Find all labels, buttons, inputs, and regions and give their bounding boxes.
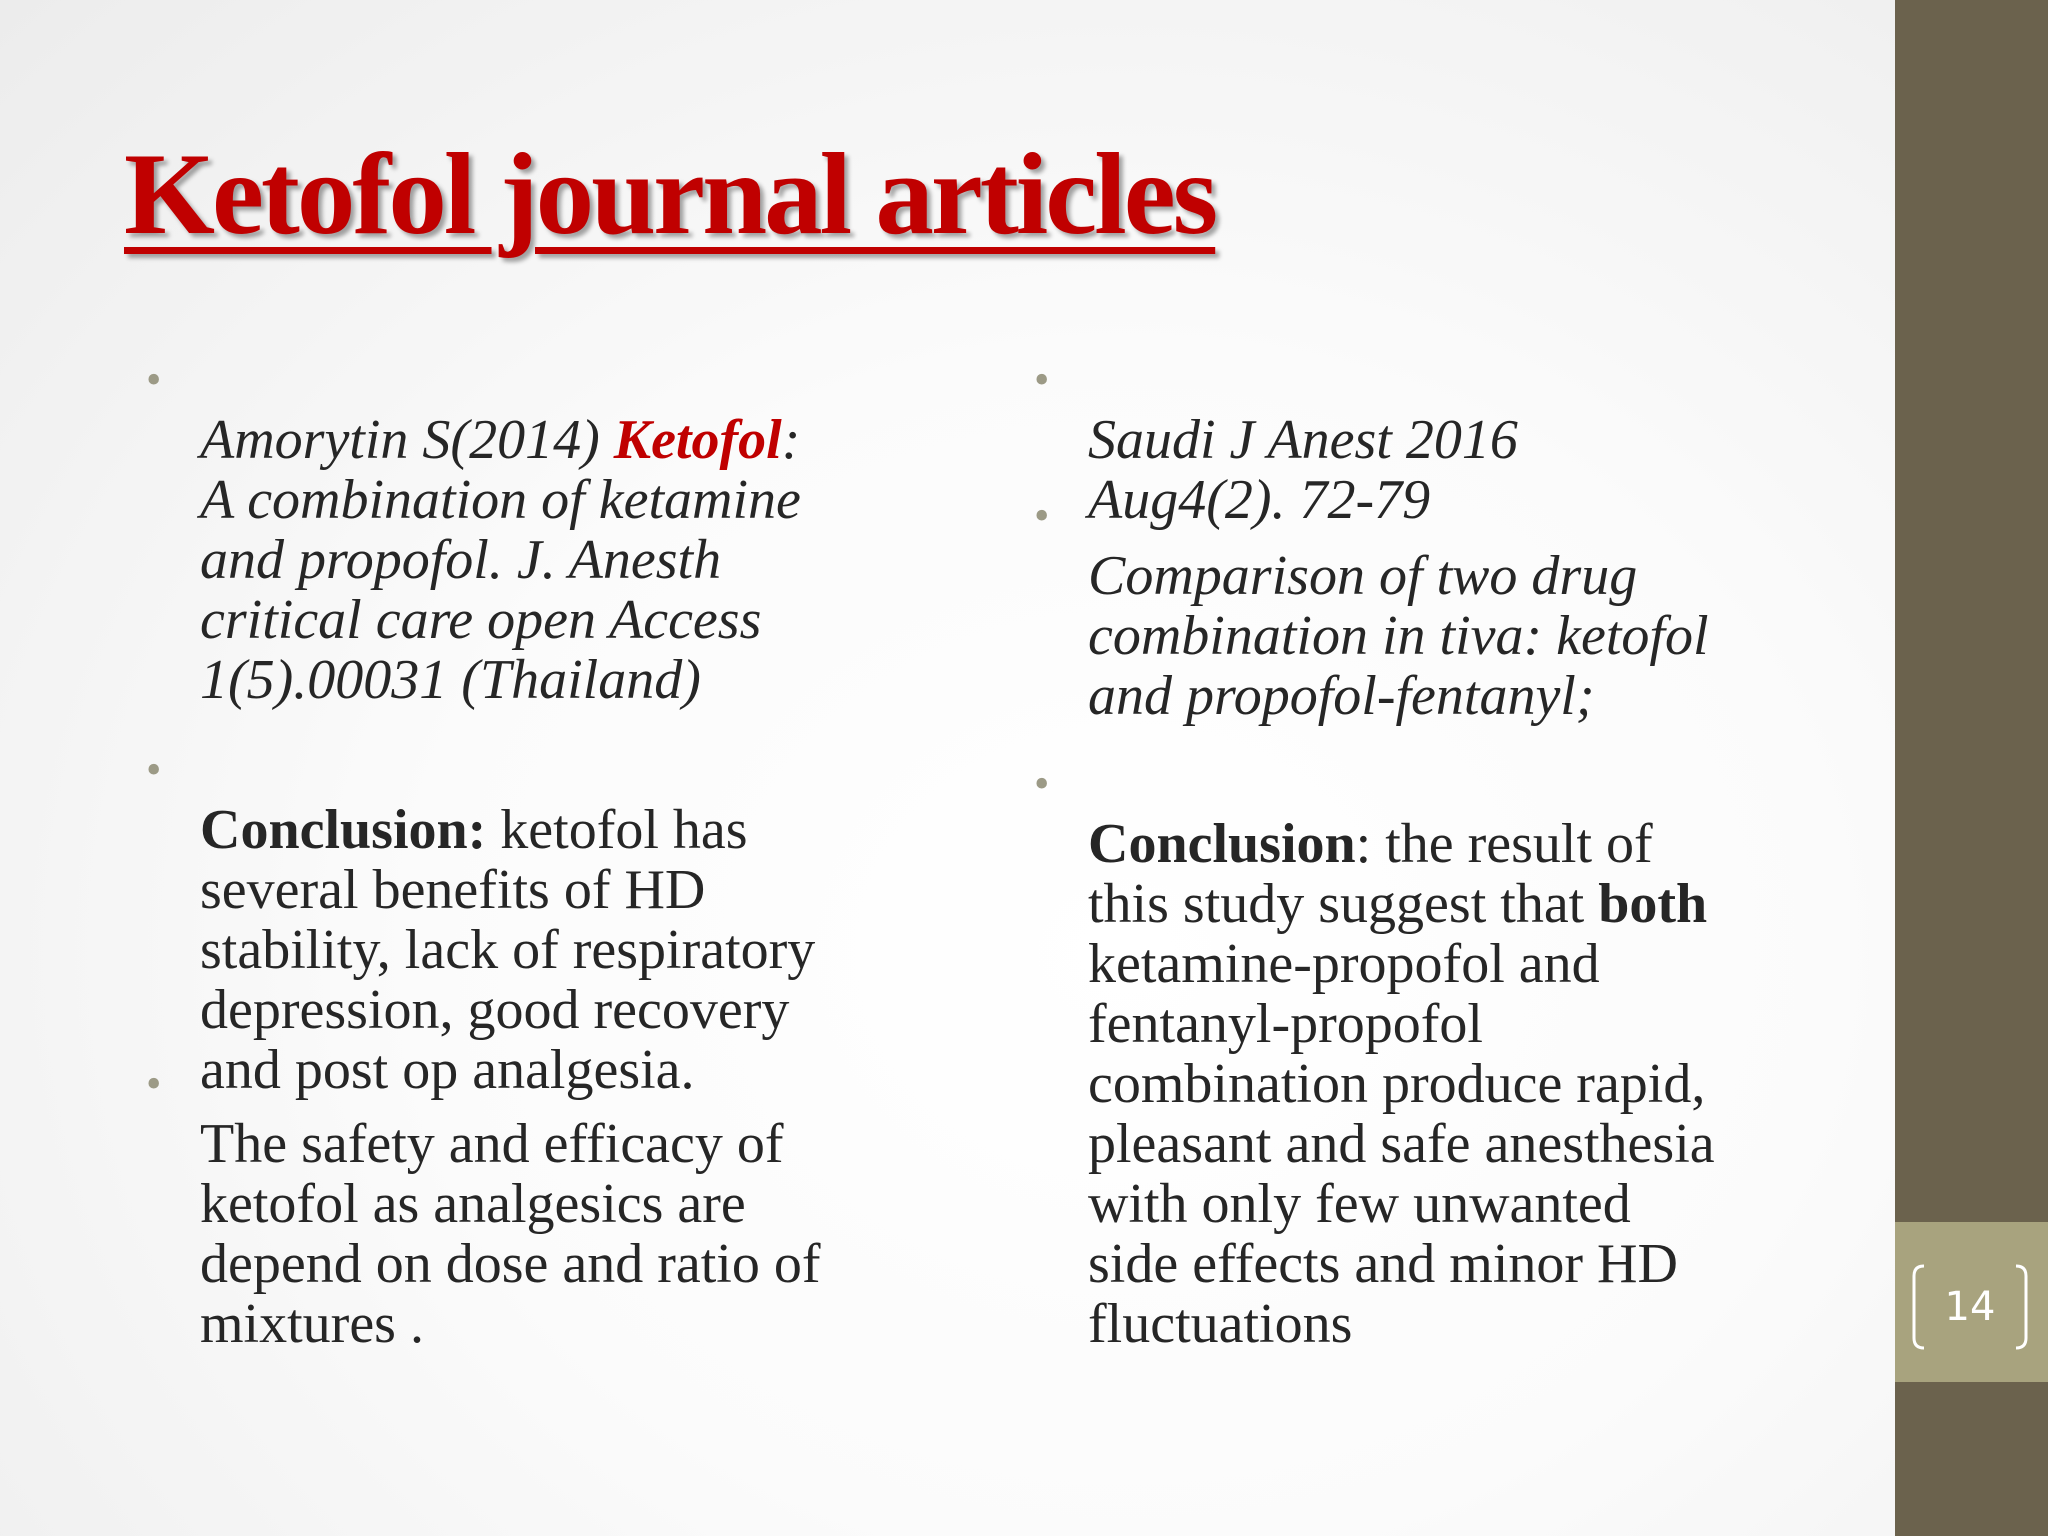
right-conclusion-label: Conclusion [1088, 813, 1356, 875]
bullet-dot-icon: • [1034, 491, 1050, 540]
left-citation-highlight: Ketofol [613, 409, 782, 471]
right-comparison-bullet [1030, 486, 1709, 726]
left-citation-bullet [142, 350, 801, 710]
bullet-dot-icon: • [146, 745, 162, 794]
bullet-dot-icon: • [1034, 355, 1050, 404]
left-safety-bullet [142, 1054, 820, 1354]
left-conclusion-label: Conclusion: [200, 799, 487, 861]
left-citation-suffix: : A combination of ketamine and propofol. J. Anesth critical care open Access 1(5).00031 (Thailand) [200, 409, 801, 711]
page-number: 14 [1944, 1284, 1996, 1330]
right-conclusion-bullet [1030, 754, 1715, 1354]
left-conclusion-bullet [142, 740, 815, 1100]
bullet-dot-icon: • [1034, 759, 1050, 808]
left-safety-text: The safety and efficacy of ketofol as analgesics are depend on dose and ratio of mixtures . [200, 1113, 821, 1355]
bullet-dot-icon: • [146, 355, 162, 404]
right-conclusion-bold-word: both [1598, 873, 1708, 935]
slide-title: Ketofol journal articles [124, 130, 1216, 259]
right-journal-text: Saudi J Anest 2016 Aug4(2). 72-79 [1088, 409, 1518, 531]
right-conclusion-text-b: ketamine-propofol and fentanyl-propofol combination produce rapid, pleasant and safe anesthesia with only few unwanted side effects and minor HD fluctuations [1088, 933, 1715, 1355]
left-conclusion-text: ketofol has several benefits of HD stability, lack of respiratory depression, good recovery and post op analgesia. [200, 799, 816, 1101]
bullet-dot-icon: • [146, 1059, 162, 1108]
right-comparison-text: Comparison of two drug combination in tiva: ketofol and propofol-fentanyl; [1088, 545, 1709, 727]
right-conclusion-text-a: : the result of this study suggest that [1088, 813, 1653, 935]
left-citation-prefix: Amorytin S(2014) [200, 409, 614, 471]
